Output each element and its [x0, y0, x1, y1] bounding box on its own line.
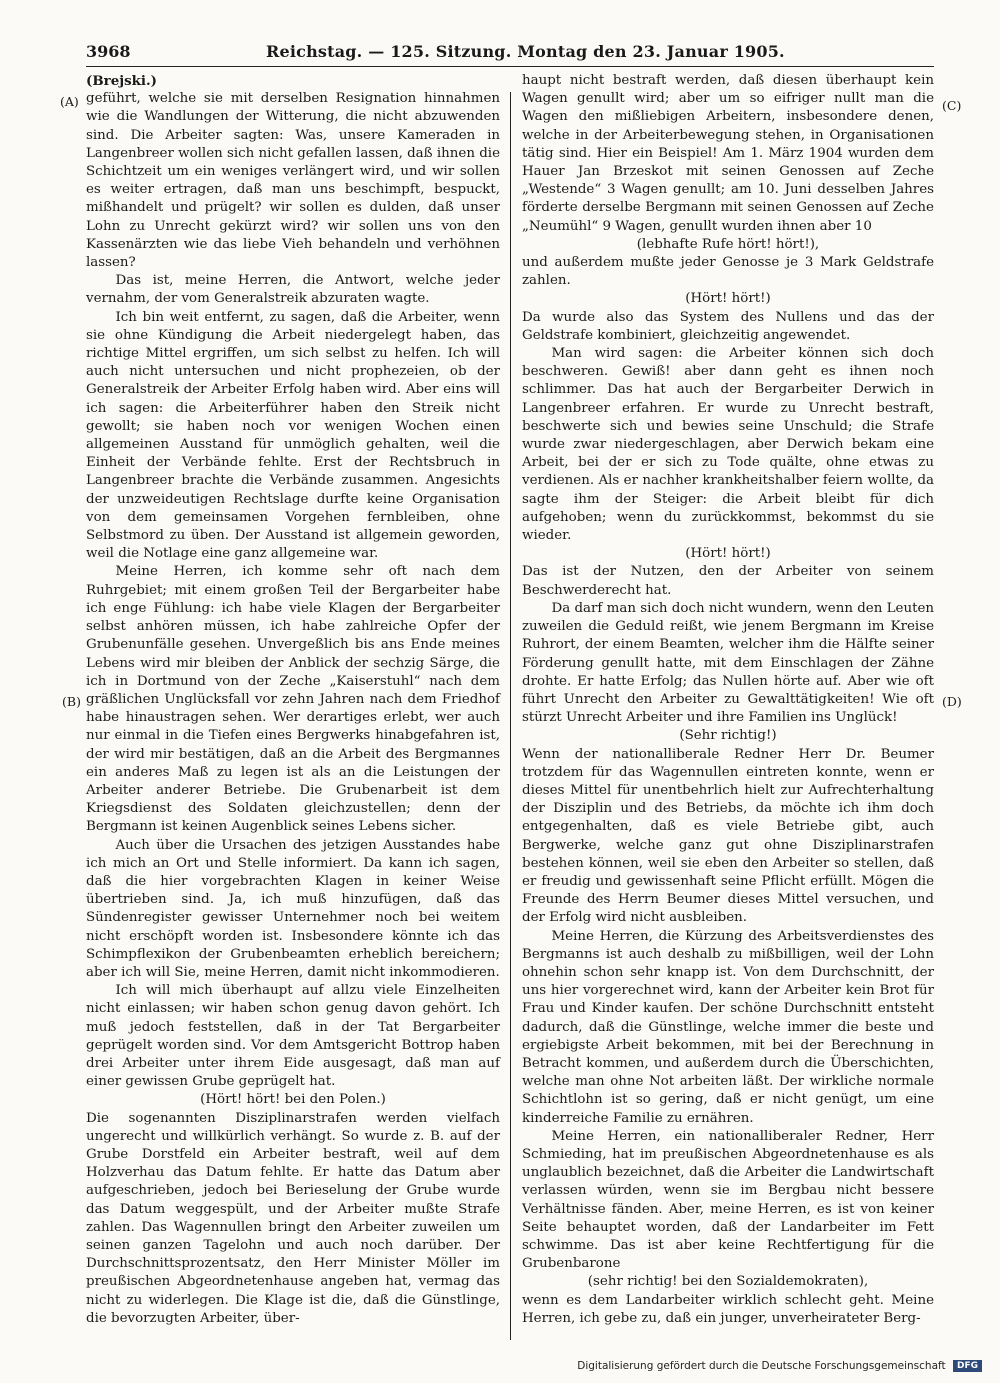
- interjection: (lebhafte Rufe hört! hört!),: [636, 236, 820, 252]
- paragraph: Das ist, meine Herren, die Antwort, welche jeder vernahm, der vom Generalstreik abzuraten wagte.: [86, 273, 500, 307]
- margin-mark-d: (D): [942, 694, 962, 709]
- paragraph: und außerdem mußte jeder Genosse je 3 Mark Geldstrafe zahlen.: [522, 255, 934, 289]
- paragraph: Meine Herren, die Kürzung des Arbeitsverdienstes des Bergmanns ist auch deshalb zu mißbilligen, weil der Lohn ohnehin schon sehr knapp ist. Von dem Durchschnitt, der uns hier vorgerechnet wird, kann der Arbeiter kein Brot für Frau und Kinder kaufen. Der schöne Durchschnitt entsteht dadurch, daß die Günstlinge, welche immer die beste und ergiebigste Arbeit bekommen, mit bei der Berechnung in Betracht kommen, und außerdem durch die Überschichten, welche man ohne Not arbeiten läßt. Der wirkliche normale Schichtlohn ist so gering, daß er nicht genügt, um eine kinderreiche Familie zu ernähren.: [522, 928, 934, 1126]
- paragraph: Da darf man sich doch nicht wundern, wenn den Leuten zuweilen die Geduld reißt, wie jenem Bergmann im Kreise Ruhrort, der einem Beamten, welcher ihm die Hälfte seiner Förderung genullt hatte, mit dem Einschlagen der Zähne drohte. Er hatte Erfolg; das Nullen hörte auf. Aber wie oft führt Unrecht den Arbeiter zu Gewalttätigkeiten! Wie oft stürzt Unrecht Arbeiter und ihre Familien ins Unglück!: [522, 600, 934, 726]
- paragraph: Wenn der nationalliberale Redner Herr Dr. Beumer trotzdem für das Wagennullen eintreten konnte, wenn er dieses Mittel für unentbehrlich hielt zur Aufrechterhaltung der Disziplin und des Betriebs, da möchte ich ihm doch entgegenhalten, daß es viele Betriebe gibt, auch Bergwerke, welche ganz gut ohne Disziplinarstrafen bestehen können, weil sie eben den Arbeiter so stellen, daß er freudig und gewissenhaft seine Pflicht erfüllt. Mögen die Freunde des Herrn Beumer dieses Mittel versuchen, und der Erfolg wird nicht ausbleiben.: [522, 746, 934, 926]
- paragraph: Meine Herren, ein nationalliberaler Redner, Herr Schmieding, hat im preußischen Abgeordnetenhause es als unglaublich bezeichnet, daß die Arbeiter die Landwirtschaft verlassen würden, wenn sie im Bergbau nicht bessere Verhältnisse fänden. Aber, meine Herren, es ist von keiner Seite behauptet worden, daß der Landarbeiter im Fett schwimme. Das ist aber keine Rechtfertigung für die Grubenbarone: [522, 1128, 934, 1272]
- running-title: Reichstag. — 125. Sitzung. Montag den 23. Januar 1905.: [266, 42, 785, 61]
- margin-mark-a: (A): [60, 94, 79, 109]
- header-rule: [86, 66, 934, 67]
- interjection: (Hört! hört! bei den Polen.): [200, 1092, 386, 1108]
- interjection: (Hört! hört!): [685, 291, 771, 307]
- paragraph: Ich bin weit entfernt, zu sagen, daß die Arbeiter, wenn sie ohne Kündigung die Arbeit niedergelegt haben, das richtige Mittel ergriffen, um sich selbst zu helfen. Ich will auch nicht untersuchen und nicht prophezeien, ob der Generalstreik der Arbeiter Erfolg haben wird. Aber eins will ich sagen: die Arbeiterführer haben den Streik nicht gewollt; sie haben noch vor wenigen Wochen einen allgemeinen Ausstand für unmöglich gehalten, weil die Einheit der Verbände fehlte. Erst der Rechtsbruch in Langenbreer brachte die Verbände zusammen. Angesichts der unzweideutigen Rechtslage durfte keine Organisation von dem gemeinsamen Vorgehen fernbleiben, ohne Selbstmord zu üben. Der Ausstand ist allgemein geworden, weil die Notlage eine ganz allgemeine war.: [86, 309, 500, 562]
- paragraph: Die sogenannten Disziplinarstrafen werden vielfach ungerecht und willkürlich verhängt. So wurde z. B. auf der Grube Dorstfeld ein Arbeiter bestraft, weil auf dem Holzverhau das Datum fehlte. Er hatte das Datum aber aufgeschrieben, jedoch bei Berieselung der Grube wurde das Datum weggespült, und der Arbeiter mußte Strafe zahlen. Das Wagennullen bringt den Arbeiter zuweilen um seinen ganzen Tagelohn und auch noch darüber. Der Durchschnittsprozentsatz, den Herr Minister Möller im preußischen Abgeordnetenhause angeben hat, vermag das nicht zu widerlegen. Die Klage ist die, daß die Günstlinge, die bevorzugten Arbeiter, über-: [86, 1110, 500, 1326]
- interjection: (Hört! hört!): [685, 546, 771, 562]
- paragraph: Das ist der Nutzen, den der Arbeiter von seinem Beschwerderecht hat.: [522, 564, 934, 598]
- footer-credit: [577, 1360, 982, 1372]
- left-column: [86, 72, 500, 1328]
- right-column: [522, 72, 934, 1328]
- margin-mark-c: (C): [942, 98, 962, 113]
- paragraph: wenn es dem Landarbeiter wirklich schlecht geht. Meine Herren, ich gebe zu, daß ein junger, unverheirateter Berg-: [522, 1292, 934, 1326]
- paragraph: Da wurde also das System des Nullens und das der Geldstrafe kombiniert, gleichzeitig angewendet.: [522, 309, 934, 343]
- paragraph: Meine Herren, ich komme sehr oft nach dem Ruhrgebiet; mit einem großen Teil der Bergarbeiter habe ich enge Fühlung: ich habe viele Klagen der Bergarbeiter selbst anhören müssen, ich habe zahlreiche Opfer der Grubenunfälle gesehen. Unvergeßlich bis ans Ende meines Lebens wird mir bleiben der Anblick der sechzig Särge, die ich in Dortmund von der Zeche „Kaiserstuhl“ nach dem gräßlichen Unglücksfall vor zehn Jahren nach dem Friedhof habe hinaustragen sehen. Wer derartiges erlebt, wer auch nur einmal in die Tiefen eines Bergwerks hinabgefahren ist, der wird mir bestätigen, daß an die Arbeit des Bergmannes ein anderes Maß zu legen ist als an die Leistungen der Arbeiter anderer Betriebe. Die Grubenarbeit ist dem Kriegsdienst des Soldaten gleichzustellen; denn der Bergmann ist keinen Augenblick seines Lebens sicher.: [86, 564, 500, 835]
- paragraph: Ich will mich überhaupt auf allzu viele Einzelheiten nicht einlassen; wir haben schon genug davon gehört. Ich muß jedoch feststellen, daß in der Tat Bergarbeiter geprügelt worden sind. Vor dem Amtsgericht Bottrop haben drei Arbeiter unter ihrem Eide ausgesagt, daß man auf einer gewissen Grube geprügelt hat.: [86, 983, 500, 1090]
- paragraph: Man wird sagen: die Arbeiter können sich doch beschweren. Gewiß! aber dann geht es ihnen noch schlimmer. Das hat auch der Bergarbeiter Derwich in Langenbreer erfahren. Er wurde zu Unrecht bestraft, beschwerte sich und bewies seine Unschuld; die Strafe wurde zwar niedergeschlagen, aber Derwich bekam eine Arbeit, bei der er sich zu Tode quälte, ohne etwas zu verdienen. Als er nachher krankheitshalber feiern wollte, da sagte ihm der Steiger: die Arbeit bleibt für dich aufgehoben; wenn du zurückkommst, bekommst du sie wieder.: [522, 346, 934, 544]
- paragraph: geführt, welche sie mit derselben Resignation hinnahmen wie die Wandlungen der Witterung, die nicht abzuwenden sind. Die Arbeiter sagten: Was, unsere Kameraden in Langenbreer wollen sich nicht gefallen lassen, daß ihnen die Schichtzeit um ein weniges verlängert wird, und wir sollen es weiter ertragen, daß man uns beschimpft, bespuckt, mißhandelt und prügelt? wir sollen es dulden, daß unser Lohn zu Unrecht gekürzt wird? wir sollen uns von den Kassenärzten wie das liebe Vieh behandeln und verhöhnen lassen?: [86, 91, 500, 271]
- column-divider: [510, 92, 511, 1340]
- page-header: [86, 42, 928, 68]
- footer-text: Digitalisierung gefördert durch die Deutsche Forschungsgemeinschaft: [577, 1360, 946, 1372]
- paragraph: Auch über die Ursachen des jetzigen Ausstandes habe ich mich an Ort und Stelle informiert. Da kann ich sagen, daß die hier vorgebrachten Klagen in keiner Weise übertrieben sind. Ja, ich muß hinzufügen, daß das Sündenregister gewisser Unternehmer noch bei weitem nicht erschöpft worden ist. Insbesondere könnte ich das Schimpflexikon der Grubenbeamten erheblich bereichern; aber ich will Sie, meine Herren, damit nicht inkommodieren.: [86, 837, 500, 980]
- speaker-name: (Brejski.): [86, 73, 157, 89]
- page-number: 3968: [86, 42, 131, 61]
- paragraph: haupt nicht bestraft werden, daß diesen überhaupt kein Wagen genullt wird; aber um so eifriger nullt man die Wagen den mißliebigen Arbeitern, insbesondere denen, welche in der Arbeiterbewegung stehen, in Organisationen tätig sind. Hier ein Beispiel! Am 1. März 1904 wurden dem Hauer Jan Brzeskot mit seinen Genossen auf Zeche „Westende“ 3 Wagen genullt; am 10. Juni desselben Jahres förderte derselbe Bergmann mit seinen Genossen auf Zeche „Neumühl“ 9 Wagen, genullt wurden ihnen aber 10: [522, 73, 934, 234]
- dfg-logo: DFG: [953, 1360, 982, 1372]
- interjection: (Sehr richtig!): [679, 728, 777, 744]
- margin-mark-b: (B): [62, 694, 81, 709]
- interjection: (sehr richtig! bei den Sozialdemokraten),: [587, 1274, 869, 1290]
